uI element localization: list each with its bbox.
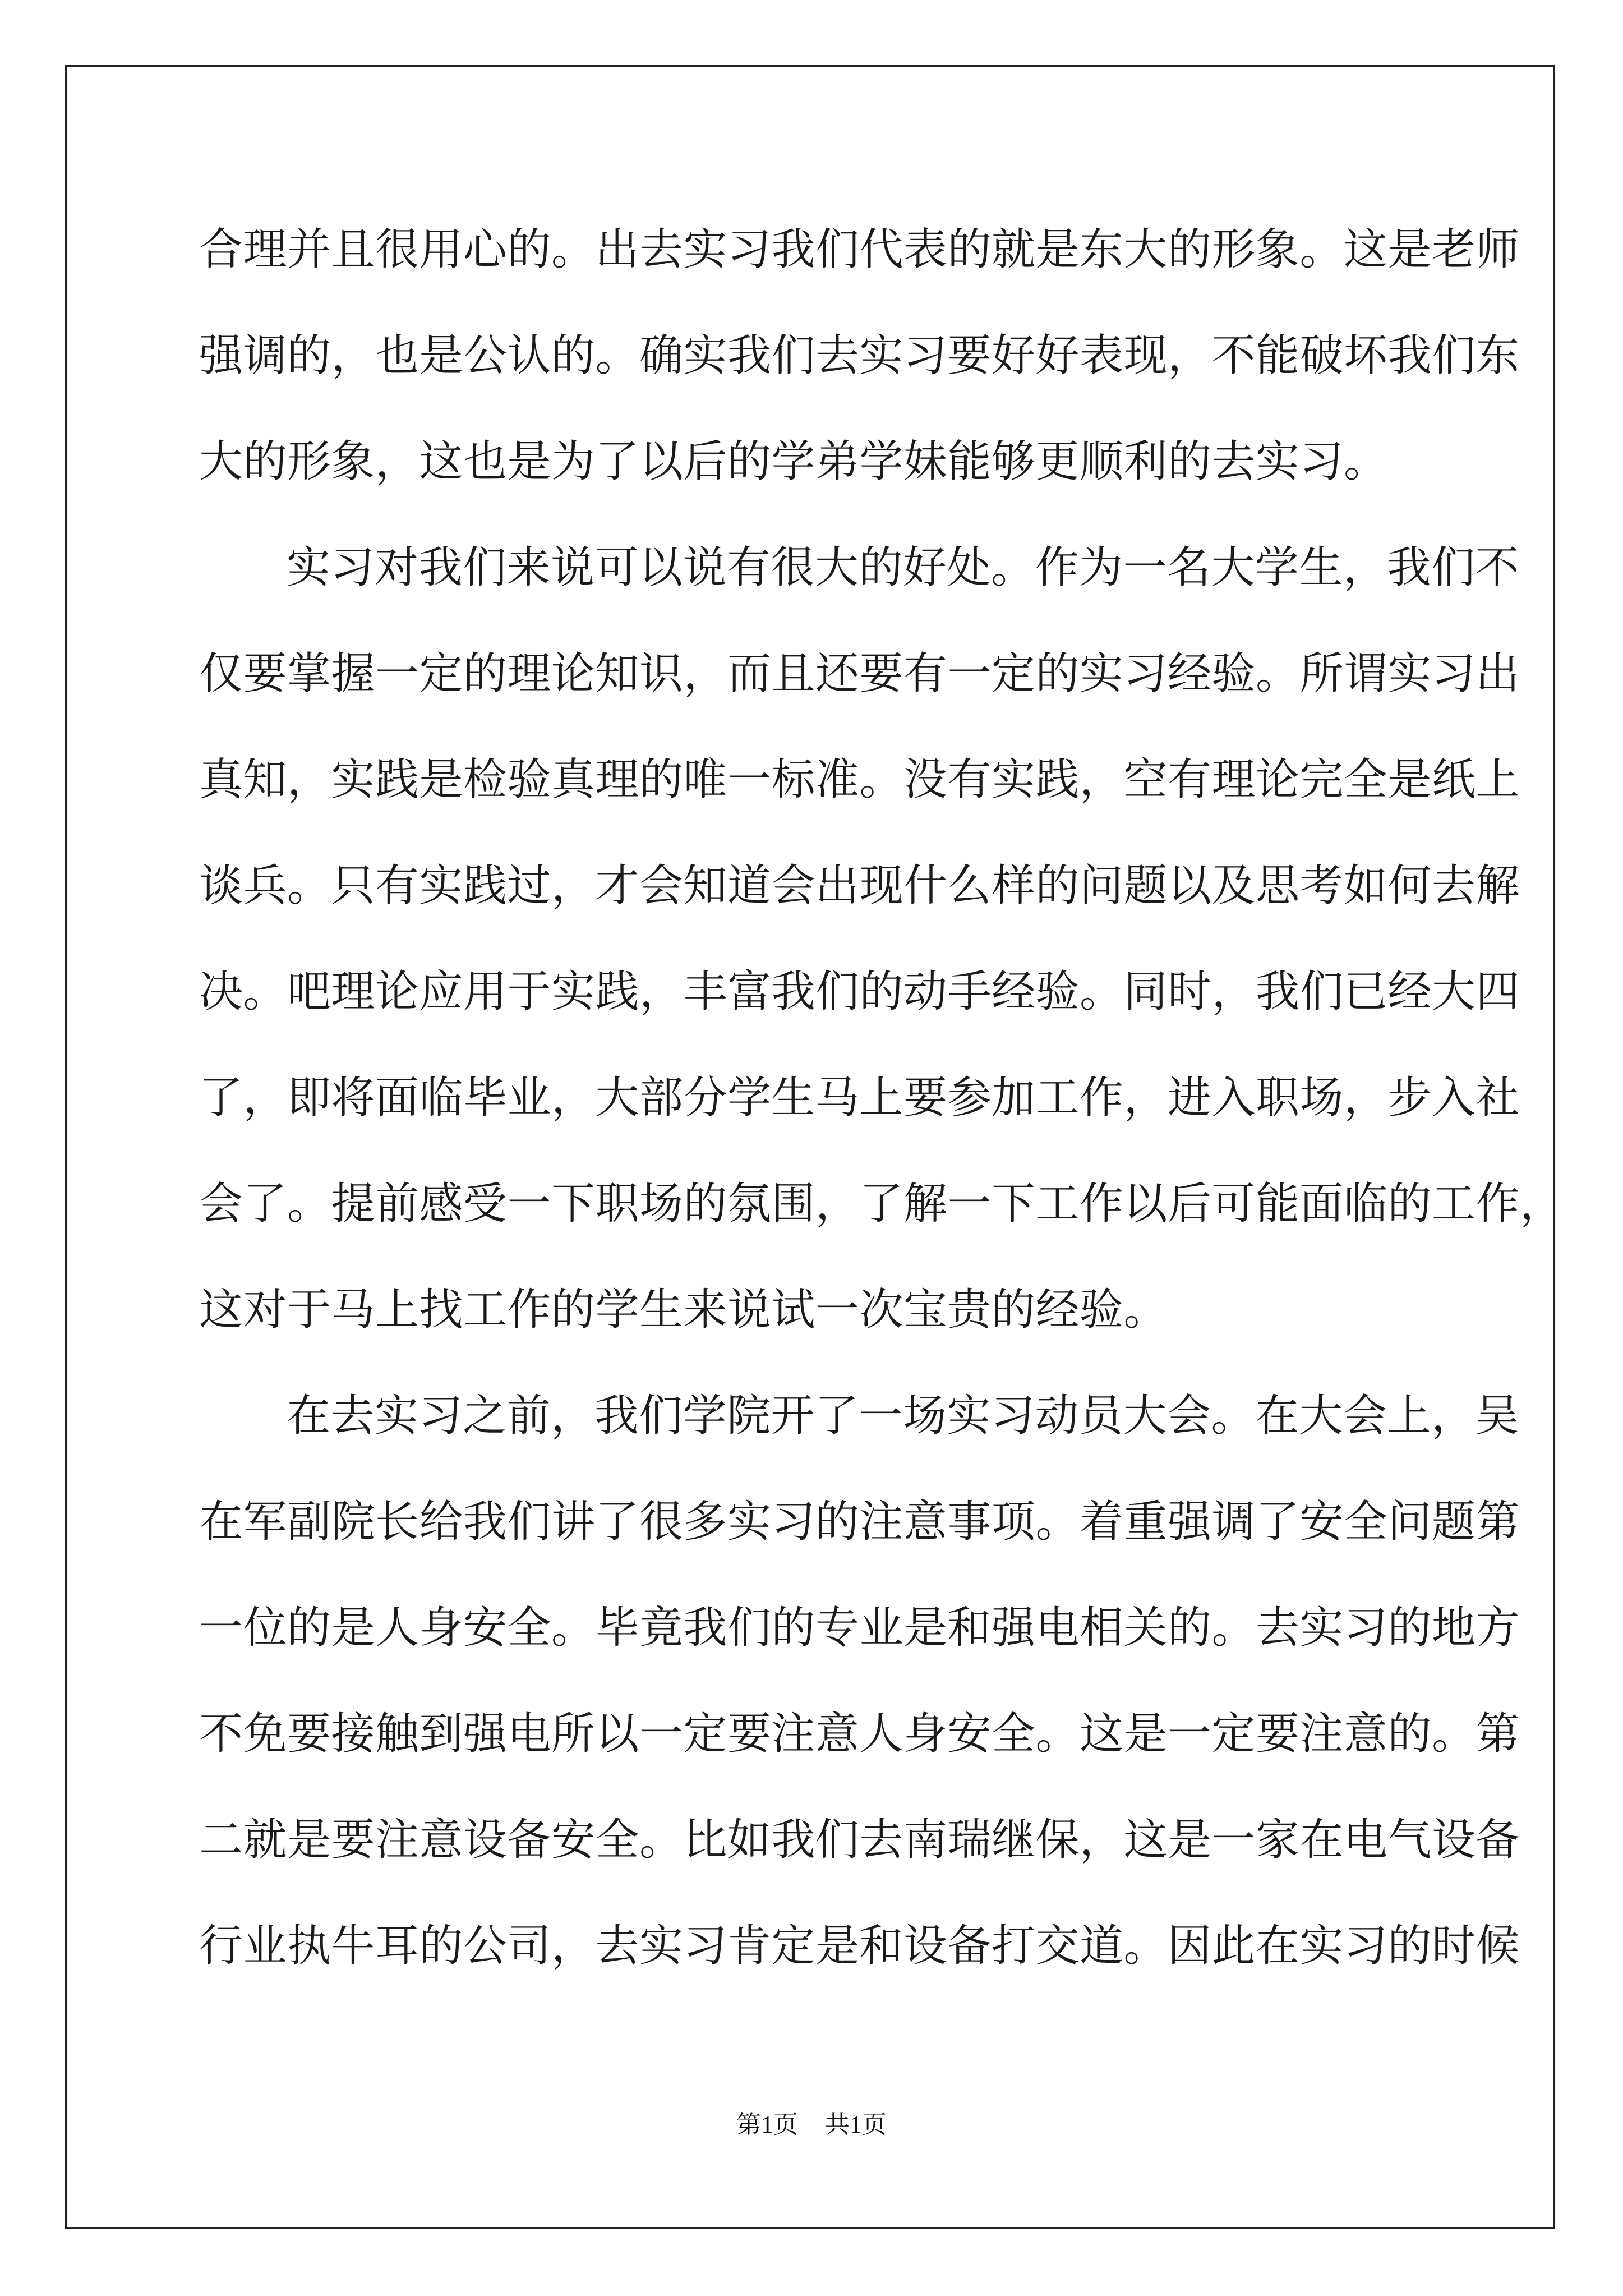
text-line: 大的形象，这也是为了以后的学弟学妹能够更顺利的去实习。 [199,436,1388,487]
text-line: 强调的，也是公认的。确实我们去实习要好好表现，不能破坏我们东 [199,330,1520,381]
page-footer [0,2108,1623,2142]
text-line: 会了。提前感受一下职场的氛围，了解一下工作以后可能面临的工作， [199,1179,1564,1229]
text-line: 决。吧理论应用于实践，丰富我们的动手经验。同时，我们已经大四 [199,967,1520,1017]
page-number: 第1页 [736,2111,798,2138]
text-line: 行业执牛耳的公司，去实习肯定是和设备打交道。因此在实习的时候 [199,1921,1520,1971]
paragraph-start-line: 实习对我们来说可以说有很大的好处。作为一名大学生，我们不 [287,542,1520,593]
text-line: 这对于马上找工作的学生来说试一次宝贵的经验。 [199,1285,1168,1335]
text-line: 在军副院长给我们讲了很多实习的注意事项。着重强调了安全问题第 [199,1497,1520,1547]
page-total: 共1页 [825,2111,887,2138]
paragraph-start-line: 在去实习之前，我们学院开了一场实习动员大会。在大会上，吴 [287,1391,1520,1441]
text-line: 了，即将面临毕业，大部分学生马上要参加工作，进入职场，步入社 [199,1073,1520,1123]
document-body [199,219,1564,2021]
text-line: 谈兵。只有实践过，才会知道会出现什么样的问题以及思考如何去解 [199,861,1520,911]
text-line: 仅要掌握一定的理论知识，而且还要有一定的实习经验。所谓实习出 [199,648,1520,699]
text-line: 真知，实践是检验真理的唯一标准。没有实践，空有理论完全是纸上 [199,754,1520,805]
text-line: 一位的是人身安全。毕竟我们的专业是和强电相关的。去实习的地方 [199,1603,1520,1653]
text-line: 二就是要注意设备安全。比如我们去南瑞继保，这是一家在电气设备 [199,1815,1520,1865]
text-line: 不免要接触到强电所以一定要注意人身安全。这是一定要注意的。第 [199,1709,1520,1759]
text-line: 合理并且很用心的。出去实习我们代表的就是东大的形象。这是老师 [199,224,1520,275]
